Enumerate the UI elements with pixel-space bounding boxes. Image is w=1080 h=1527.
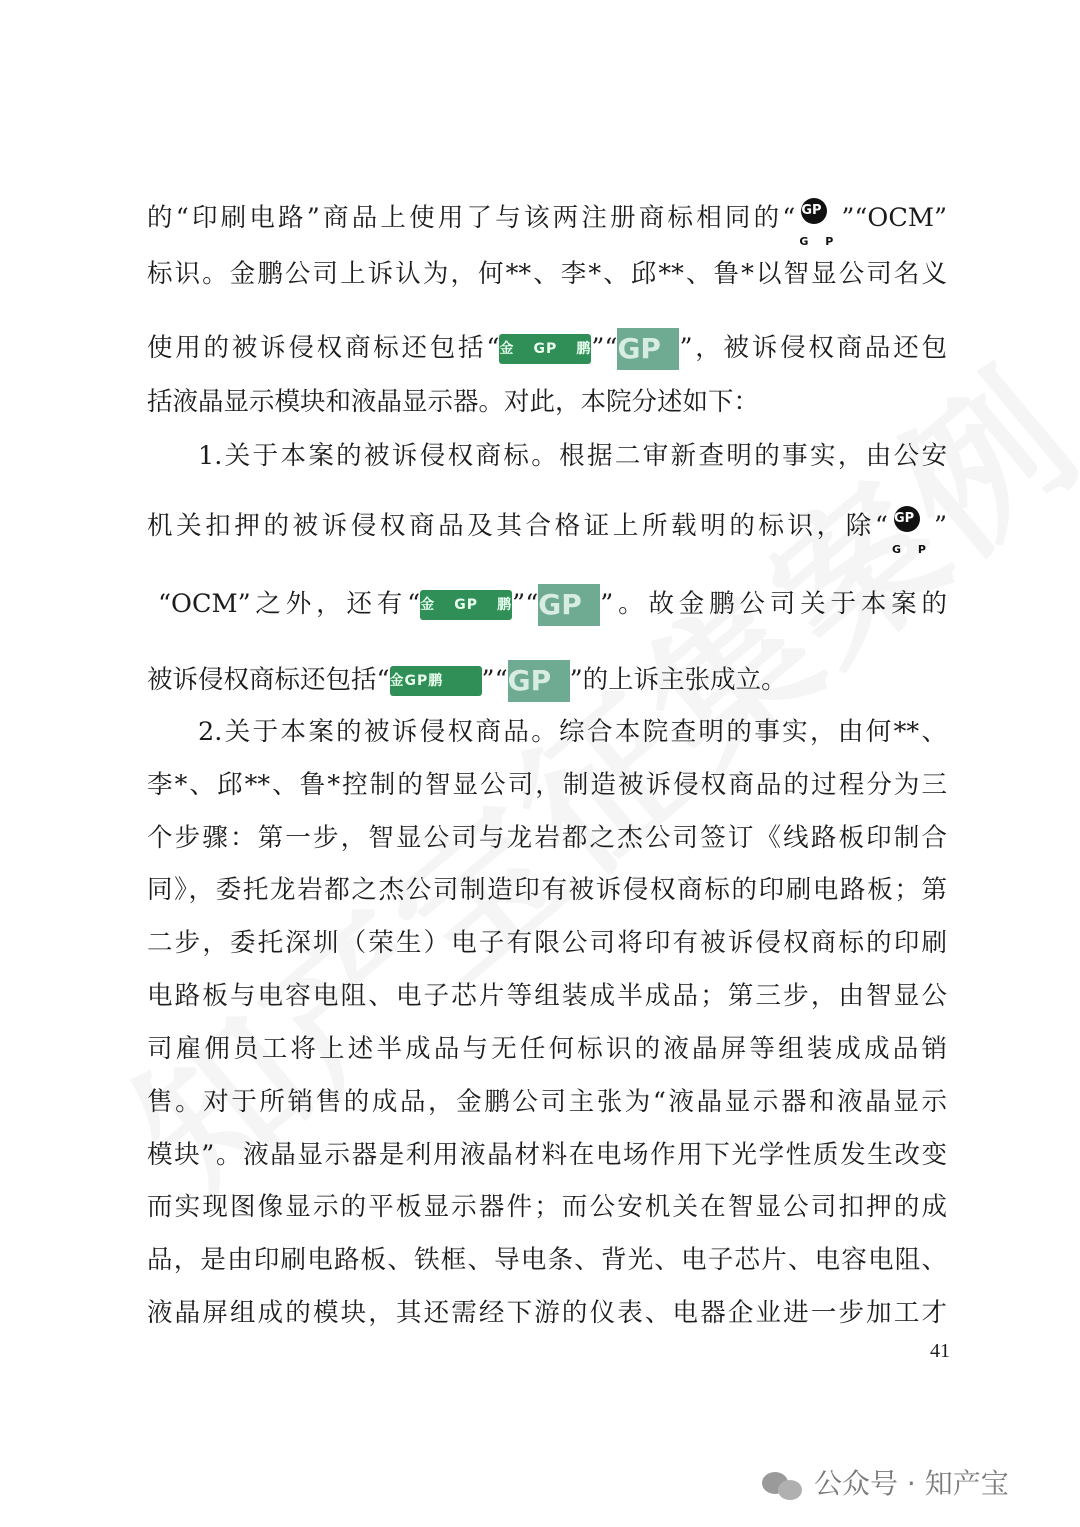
- text-line-8: [147, 660, 947, 696]
- text-line-4: 括液晶显示模块和液晶显示器。对此，本院分述如下：: [147, 387, 760, 417]
- text-segment: ”“: [481, 665, 508, 695]
- jin-gp-peng-logo: 金GP鹏: [420, 590, 512, 620]
- text-line-17: 模块”。液晶显示器是利用液晶材料在电场作用下光学性质发生改变: [147, 1140, 947, 1170]
- text-segment: “OCM”之外，还有“: [158, 589, 421, 619]
- gp-square-logo: GP: [508, 660, 570, 702]
- text-line-19: 品，是由印刷电路板、铁框、导电条、背光、电子芯片、电容电阻、: [147, 1245, 947, 1275]
- text-line-18: 而实现图像显示的平板显示器件；而公安机关在智显公司扣押的成: [147, 1192, 947, 1222]
- text-line-20: 液晶屏组成的模块，其还需经下游的仪表、电器企业进一步加工才: [147, 1298, 947, 1328]
- text-line-11: 个步骤：第一步，智显公司与龙岩都之杰公司签订《线路板印制合: [147, 823, 947, 853]
- wechat-icon: [760, 1468, 806, 1502]
- gp-circle-logo: GP G P: [795, 202, 841, 236]
- text-segment: ”“OCM”: [841, 203, 947, 233]
- gp-square-logo: GP: [617, 328, 679, 370]
- text-line-1: [147, 200, 947, 248]
- text-line-10: 李*、邱**、鲁*控制的智显公司，制造被诉侵权商品的过程分为三: [147, 770, 947, 800]
- text-segment: ”。故金鹏公司关于本案的: [600, 589, 947, 619]
- text-segment: ”的上诉主张成立。: [569, 665, 787, 695]
- text-segment: ”: [933, 511, 947, 541]
- text-line-2: 标识。金鹏公司上诉认为，何**、李*、邱**、鲁*以智显公司名义: [147, 259, 947, 289]
- text-line-5: 1.关于本案的被诉侵权商标。根据二审新查明的事实，由公安: [198, 441, 947, 471]
- jin-gp-peng-logo: 金GP鹏: [390, 666, 482, 696]
- text-segment: ”，被诉侵权商品还包: [679, 333, 947, 363]
- text-segment: ”“: [512, 589, 539, 619]
- text-line-7: [158, 584, 947, 620]
- text-line-6: [147, 508, 947, 556]
- text-line-3: [147, 328, 947, 364]
- text-line-14: 电路板与电容电阻、电子芯片等组装成半成品；第三步，由智显公: [147, 981, 947, 1011]
- page-number: 41: [930, 1340, 950, 1362]
- text-line-12: 同》，委托龙岩都之杰公司制造印有被诉侵权商标的印刷电路板；第: [147, 875, 947, 905]
- text-segment: 的“印刷电路”商品上使用了与该两注册商标相同的“: [147, 203, 796, 233]
- text-line-13: 二步，委托深圳（荣生）电子有限公司将印有被诉侵权商标的印刷: [147, 928, 947, 958]
- text-segment: 使用的被诉侵权商标还包括“: [147, 333, 500, 363]
- text-line-9: 2.关于本案的被诉侵权商品。综合本院查明的事实，由何**、: [198, 717, 947, 747]
- text-segment: 机关扣押的被诉侵权商品及其合格证上所载明的标识，除“: [147, 511, 888, 541]
- text-segment: 被诉侵权商标还包括“: [147, 665, 390, 695]
- gp-square-logo: GP: [538, 584, 600, 626]
- text-line-15: 司雇佣员工将上述半成品与无任何标识的液晶屏等组装成成品销: [147, 1034, 947, 1064]
- jin-gp-peng-logo: 金GP鹏: [499, 334, 591, 364]
- gp-circle-logo: GP G P: [888, 510, 934, 544]
- text-segment: ”“: [591, 333, 618, 363]
- source-attribution: [760, 1462, 1060, 1506]
- source-label: 公众号 · 知产宝: [814, 1467, 1009, 1500]
- text-line-16: 售。对于所销售的成品，金鹏公司主张为“液晶显示器和液晶显示: [147, 1087, 947, 1117]
